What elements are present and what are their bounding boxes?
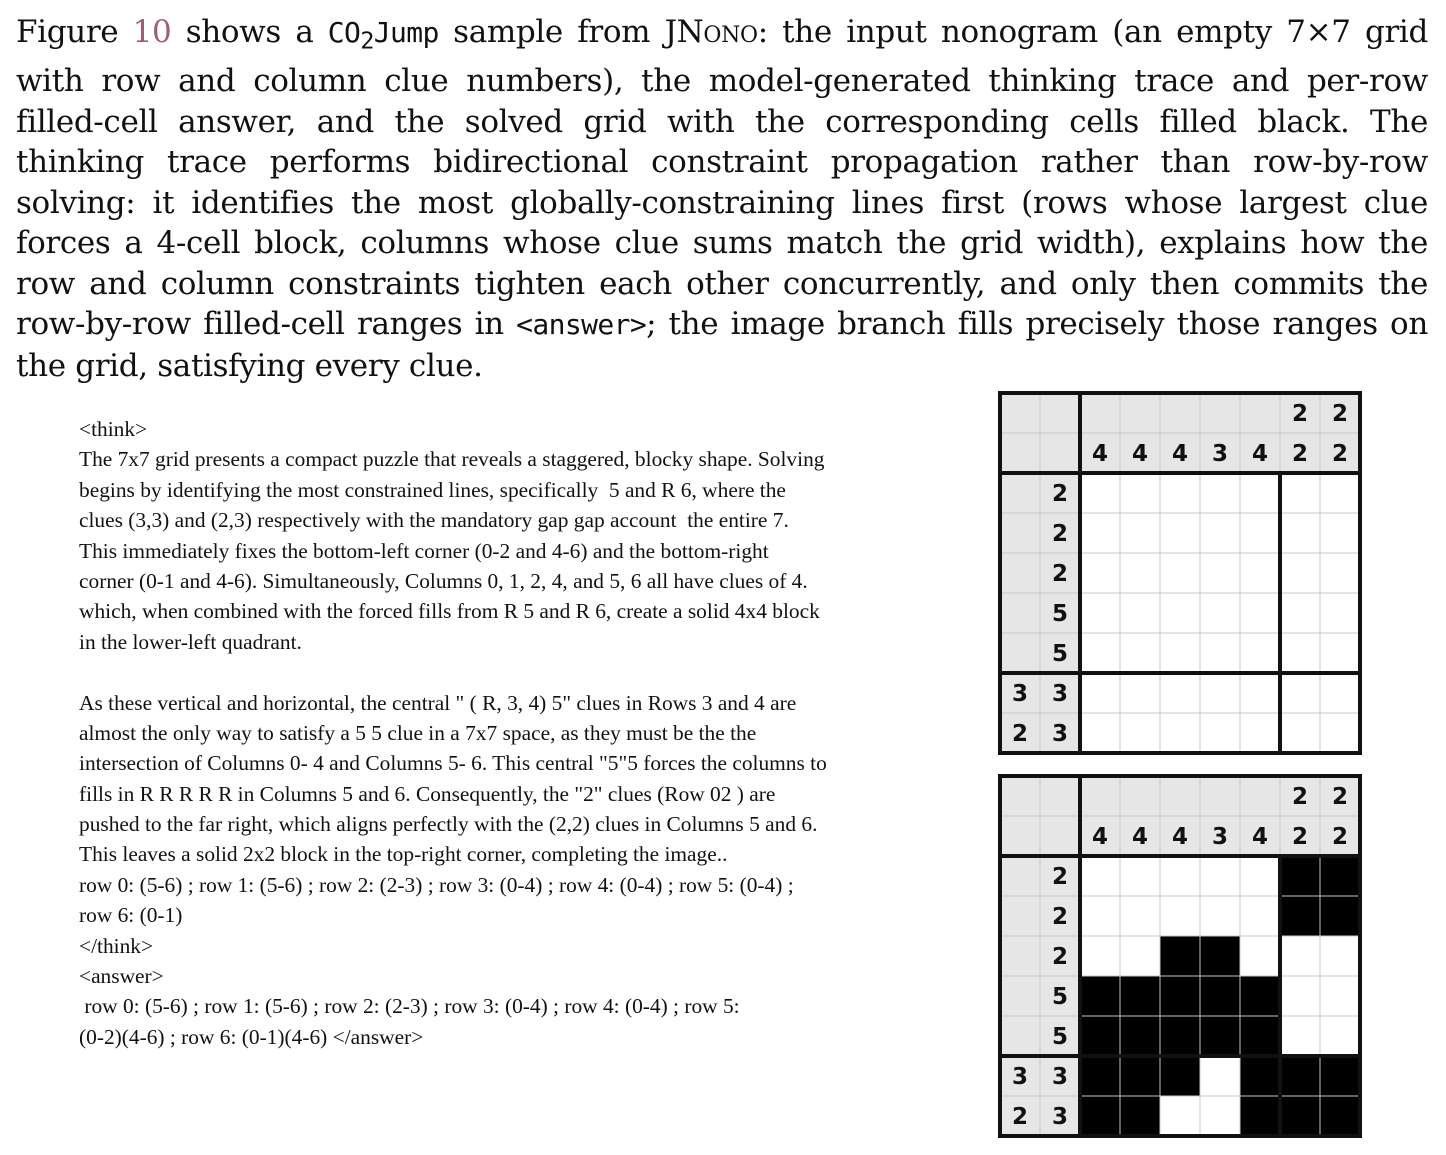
grid-cell <box>1280 673 1320 713</box>
grid-cell <box>1120 1016 1160 1056</box>
grid-cell <box>1200 633 1240 673</box>
caption-figure-word: Figure <box>16 14 119 50</box>
grid-cell <box>1080 1096 1120 1136</box>
grid-cell <box>1120 553 1160 593</box>
column-clue: 3 <box>1211 441 1229 467</box>
grid-cell <box>1320 896 1360 936</box>
trace-line: The 7x7 grid presents a compact puzzle that reveals a staggered, blocky shape. Solving <box>79 447 825 472</box>
column-clue: 4 <box>1171 824 1189 850</box>
trace-line: This leaves a solid 2x2 block in the top-right corner, completing the image.. <box>79 842 728 867</box>
row-clue: 2 <box>1051 521 1069 547</box>
grid-cell <box>1280 896 1320 936</box>
grid-cell <box>1080 713 1120 753</box>
row-clue: 2 <box>1051 944 1069 970</box>
column-clue: 3 <box>1211 824 1229 850</box>
grid-cell <box>1080 553 1120 593</box>
trace-line: row 0: (5-6) ; row 1: (5-6) ; row 2: (2-3) ; row 3: (0-4) ; row 4: (0-4) ; row 5: <box>79 994 740 1019</box>
row-clue: 3 <box>1011 681 1029 707</box>
grid-cell <box>1280 513 1320 553</box>
grid-cell <box>1320 593 1360 633</box>
method-name-subscript: 2 <box>360 26 374 55</box>
row-clue: 2 <box>1011 1104 1029 1130</box>
row-clue: 5 <box>1051 641 1069 667</box>
column-clue: 4 <box>1091 441 1109 467</box>
grid-cell <box>1160 713 1200 753</box>
trace-line: begins by identifying the most constrained lines, specifically 5 and R 6, where the <box>79 477 786 502</box>
grid-cell <box>1280 553 1320 593</box>
row-clue: 3 <box>1051 681 1069 707</box>
grid-cell <box>1280 936 1320 976</box>
grid-cell <box>1160 936 1200 976</box>
grid-cell <box>1120 936 1160 976</box>
solved-nonogram <box>1000 776 1360 1136</box>
grid-cell <box>1320 856 1360 896</box>
grid-cell <box>1120 633 1160 673</box>
trace-line: </think> <box>79 933 154 958</box>
grid-cell <box>1200 513 1240 553</box>
trace-line: fills in R R R R R in Columns 5 and 6. Consequently, the "2" clues (Row 02 ) are <box>79 781 776 806</box>
grid-cell <box>1200 673 1240 713</box>
grid-cell <box>1160 473 1200 513</box>
grid-cell <box>1160 633 1200 673</box>
grid-cell <box>1120 593 1160 633</box>
grid-cell <box>1280 1056 1320 1096</box>
trace-line: This immediately fixes the bottom-left corner (0-2 and 4-6) and the bottom-right <box>79 538 769 563</box>
grid-cell <box>1120 856 1160 896</box>
grid-cell <box>1160 896 1200 936</box>
trace-line: <answer> <box>79 964 164 989</box>
column-clue: 4 <box>1131 441 1149 467</box>
row-clue: 3 <box>1011 1064 1029 1090</box>
column-clue: 4 <box>1251 441 1269 467</box>
grid-cell <box>1240 513 1280 553</box>
trace-line: (0-2)(4-6) ; row 6: (0-1)(4-6) </answer> <box>79 1024 424 1049</box>
grid-cell <box>1080 673 1120 713</box>
row-clue: 5 <box>1051 984 1069 1010</box>
column-clue: 4 <box>1091 824 1109 850</box>
grid-cell <box>1240 1096 1280 1136</box>
grid-cell <box>1160 856 1200 896</box>
grid-cell <box>1320 936 1360 976</box>
row-clue: 3 <box>1051 721 1069 747</box>
grid-cell <box>1240 713 1280 753</box>
grid-cell <box>1280 633 1320 673</box>
figure-ref-link[interactable]: 10 <box>132 14 172 50</box>
grid-cell <box>1200 1016 1240 1056</box>
column-clue: 2 <box>1331 441 1349 467</box>
grid-cell <box>1120 673 1160 713</box>
grid-cell <box>1200 1056 1240 1096</box>
column-clue: 4 <box>1251 824 1269 850</box>
trace-line: which, when combined with the forced fills from R 5 and R 6, create a solid 4x4 block <box>79 599 820 624</box>
column-clue: 2 <box>1291 441 1309 467</box>
grid-cell <box>1240 1056 1280 1096</box>
grid-cell <box>1160 1016 1200 1056</box>
method-name-jump: Jump <box>373 16 439 49</box>
trace-line: As these vertical and horizontal, the central " ( R, 3, 4) 5" clues in Rows 3 and 4 are <box>79 690 797 715</box>
caption-text-2: sample from <box>438 14 665 50</box>
grid-cell <box>1160 673 1200 713</box>
row-clue: 5 <box>1051 1024 1069 1050</box>
grid-cell <box>1320 1056 1360 1096</box>
row-clue: 2 <box>1051 561 1069 587</box>
column-clue: 2 <box>1331 401 1349 427</box>
grid-cell <box>1240 976 1280 1016</box>
row-clue: 5 <box>1051 601 1069 627</box>
column-clue: 2 <box>1331 824 1349 850</box>
caption-text-4: ; the image branch fills precisely those ranges on the grid, satisfying every clue. <box>16 306 1428 384</box>
column-clue: 4 <box>1171 441 1189 467</box>
grid-cell <box>1120 473 1160 513</box>
trace-line: intersection of Columns 0- 4 and Columns 5- 6. This central "5"5 forces the columns to <box>79 751 827 776</box>
grid-cell <box>1320 1096 1360 1136</box>
grid-cell <box>1080 1056 1120 1096</box>
grid-cell <box>1080 936 1120 976</box>
row-clue: 2 <box>1051 904 1069 930</box>
grid-cell <box>1280 593 1320 633</box>
row-clue: 3 <box>1051 1104 1069 1130</box>
grid-cell <box>1320 976 1360 1016</box>
grid-cell <box>1240 856 1280 896</box>
grid-cell <box>1160 553 1200 593</box>
grid-cell <box>1200 976 1240 1016</box>
grid-cell <box>1240 593 1280 633</box>
trace-line: pushed to the far right, which aligns perfectly with the (2,2) clues in Columns 5 and 6. <box>79 812 818 837</box>
grid-cell <box>1240 673 1280 713</box>
column-clue: 2 <box>1291 401 1309 427</box>
dataset-name-rest: Nono <box>676 14 758 50</box>
row-clue: 3 <box>1051 1064 1069 1090</box>
trace-line: clues (3,3) and (2,3) respectively with the mandatory gap gap account the entire 7. <box>79 508 789 533</box>
grid-cell <box>1320 553 1360 593</box>
caption-text-1: shows a <box>171 14 328 50</box>
column-clue: 2 <box>1291 784 1309 810</box>
grid-cell <box>1280 713 1320 753</box>
grid-cell <box>1200 473 1240 513</box>
answer-tag: <answer> <box>516 308 647 342</box>
grid-cell <box>1320 673 1360 713</box>
grid-cell <box>1160 1096 1200 1136</box>
column-clue: 4 <box>1131 824 1149 850</box>
grid-cell <box>1080 896 1120 936</box>
grid-cell <box>1200 936 1240 976</box>
grid-cell <box>1120 896 1160 936</box>
trace-line: almost the only way to satisfy a 5 5 clue in a 7x7 space, as they must be the the <box>79 720 757 745</box>
grid-cell <box>1320 473 1360 513</box>
caption-text-3: : the input nonogram (an empty 7×7 grid with row and column clue numbers), the model-generated thinking trace and per-row filled-cell answer, and the solved grid with the corresponding cells filled black. The thinking trace performs bidirectional constraint propagation rather than row-by-row solving: it identifies the most globally-constraining lines first (rows whose largest clue forces a 4-cell block, columns whose clue sums match the grid width), explains how the row and column constraints tighten each other concurrently, and only then commits the row-by-row filled-cell ranges in <box>16 14 1428 343</box>
method-name-co: CO <box>327 16 361 49</box>
grid-cell <box>1200 713 1240 753</box>
grid-cell <box>1240 473 1280 513</box>
grid-cell <box>1280 1096 1320 1136</box>
grid-cell <box>1200 896 1240 936</box>
row-clue: 2 <box>1051 481 1069 507</box>
grid-cell <box>1080 473 1120 513</box>
grid-cell <box>1200 593 1240 633</box>
grid-cell <box>1080 513 1120 553</box>
trace-line: corner (0-1 and 4-6). Simultaneously, Columns 0, 1, 2, 4, and 5, 6 all have clues of 4. <box>79 568 808 593</box>
dataset-name-initial: J <box>664 14 677 50</box>
grid-cell <box>1200 553 1240 593</box>
grid-cell <box>1240 633 1280 673</box>
column-clue: 2 <box>1331 784 1349 810</box>
grid-cell <box>1120 1096 1160 1136</box>
grid-cell <box>1240 553 1280 593</box>
trace-line: row 6: (0-1) <box>79 903 183 928</box>
grid-cell <box>1200 856 1240 896</box>
grid-cell <box>1320 633 1360 673</box>
grid-cell <box>1320 713 1360 753</box>
grid-cell <box>1280 1016 1320 1056</box>
grid-cell <box>1120 976 1160 1016</box>
grid-cell <box>1160 513 1200 553</box>
grid-cell <box>1280 473 1320 513</box>
grid-cell <box>1160 593 1200 633</box>
input-nonogram <box>1000 393 1360 753</box>
column-clue: 2 <box>1291 824 1309 850</box>
grid-cell <box>1240 1016 1280 1056</box>
row-clue: 2 <box>1051 864 1069 890</box>
trace-line: <think> <box>79 417 148 441</box>
grid-cell <box>1080 593 1120 633</box>
trace-line: row 0: (5-6) ; row 1: (5-6) ; row 2: (2-3) ; row 3: (0-4) ; row 4: (0-4) ; row 5: (0-4) ; <box>79 872 794 897</box>
grid-cell <box>1120 713 1160 753</box>
grid-cell <box>1120 513 1160 553</box>
grid-cell <box>1080 1016 1120 1056</box>
grid-cell <box>1200 1096 1240 1136</box>
grid-cell <box>1320 513 1360 553</box>
grid-cell <box>1240 936 1280 976</box>
grid-cell <box>1160 976 1200 1016</box>
row-clue: 2 <box>1011 721 1029 747</box>
grid-cell <box>1080 633 1120 673</box>
grid-cell <box>1280 976 1320 1016</box>
grid-cell <box>1080 976 1120 1016</box>
grid-cell <box>1080 856 1120 896</box>
trace-line: in the lower-left quadrant. <box>79 629 302 654</box>
grid-cell <box>1160 1056 1200 1096</box>
grid-cell <box>1240 896 1280 936</box>
grid-cell <box>1120 1056 1160 1096</box>
grid-cell <box>1320 1016 1360 1056</box>
grid-cell <box>1280 856 1320 896</box>
